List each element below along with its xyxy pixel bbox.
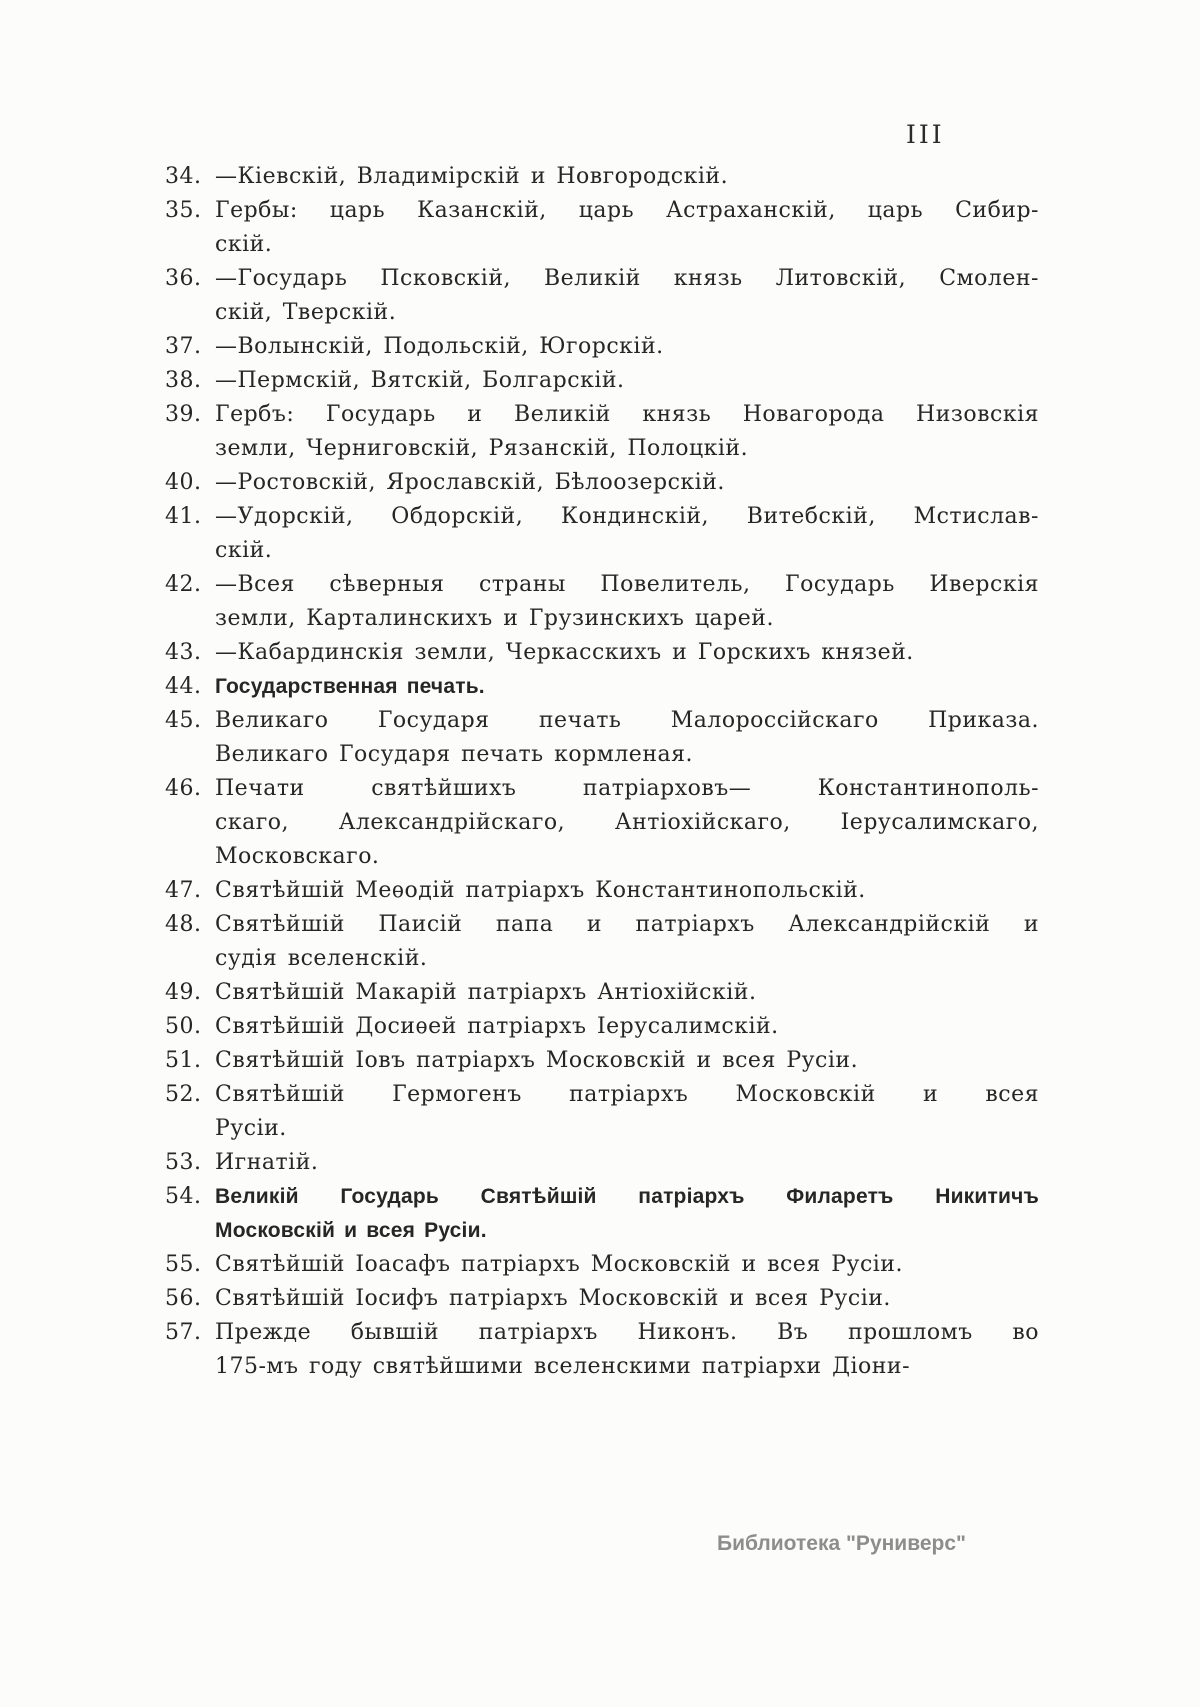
text-line: Святѣйшій Іовъ патріархъ Московскій и всея Русіи. xyxy=(215,1048,859,1073)
list-item xyxy=(165,636,1039,670)
text-line: скій. xyxy=(215,232,273,257)
list-item xyxy=(165,160,1039,194)
item-number: 50. xyxy=(165,1014,202,1039)
item-text xyxy=(215,330,1039,364)
text-line: —Всея сѣверныя страны Повелитель, Государь Иверскія xyxy=(215,572,1039,597)
item-text xyxy=(215,568,1039,636)
item-text xyxy=(215,704,1039,772)
text-line: Святѣйшій Меѳодій патріархъ Константинопольскій. xyxy=(215,878,866,903)
text-line: Великаго Государя печать кормленая. xyxy=(215,742,693,767)
list-item xyxy=(165,1316,1039,1384)
item-text xyxy=(215,466,1039,500)
item-number: 34. xyxy=(165,164,202,189)
list-item xyxy=(165,1146,1039,1180)
item-text xyxy=(215,874,1039,908)
text-line: Русіи. xyxy=(215,1116,287,1141)
text-line: Игнатій. xyxy=(215,1150,319,1175)
text-line: Прежде бывшій патріархъ Никонъ. Въ прошломъ во xyxy=(215,1320,1039,1345)
text-line: —Кіевскій, Владимірскій и Новгородскій. xyxy=(215,164,729,189)
item-number: 46. xyxy=(165,776,202,801)
item-number: 55. xyxy=(165,1252,202,1277)
text-line: Святѣйшій Іоасафъ патріархъ Московскій и всея Русіи. xyxy=(215,1252,903,1277)
text-line: Святѣйшій Гермогенъ патріархъ Московскій и всея xyxy=(215,1082,1039,1107)
item-text xyxy=(215,772,1039,874)
list-item xyxy=(165,1180,1039,1248)
text-line: —Государь Псковскій, Великій князь Литовскій, Смолен- xyxy=(215,266,1039,291)
item-text xyxy=(215,1180,1039,1248)
item-number: 57. xyxy=(165,1320,202,1345)
item-number: 49. xyxy=(165,980,202,1005)
item-text xyxy=(215,908,1039,976)
text-line: —Ростовскій, Ярославскій, Бѣлоозерскій. xyxy=(215,470,725,495)
item-number: 48. xyxy=(165,912,202,937)
list-item xyxy=(165,1078,1039,1146)
list-item xyxy=(165,500,1039,568)
list-item xyxy=(165,772,1039,874)
item-number: 45. xyxy=(165,708,202,733)
item-text xyxy=(215,670,1039,704)
item-number: 36. xyxy=(165,266,202,291)
text-line: Святѣйшій Паисій папа и патріархъ Александрійскій и xyxy=(215,912,1039,937)
item-number: 53. xyxy=(165,1150,202,1175)
item-number: 38. xyxy=(165,368,202,393)
text-line: —Кабардинскія земли, Черкасскихъ и Горскихъ князей. xyxy=(215,640,914,665)
item-number: 44. xyxy=(165,674,202,699)
text-line: скій. xyxy=(215,538,273,563)
item-number: 43. xyxy=(165,640,202,665)
item-number: 52. xyxy=(165,1082,202,1107)
item-text xyxy=(215,1044,1039,1078)
text-line: Печати святѣйшихъ патріарховъ— Константинополь- xyxy=(215,776,1039,801)
list-item xyxy=(165,568,1039,636)
list-item xyxy=(165,364,1039,398)
item-text xyxy=(215,636,1039,670)
item-number: 39. xyxy=(165,402,202,427)
item-text xyxy=(215,1282,1039,1316)
list-item xyxy=(165,1044,1039,1078)
item-text xyxy=(215,1078,1039,1146)
list-item xyxy=(165,1010,1039,1044)
library-watermark: Библиотека "Руниверс" xyxy=(716,1532,966,1555)
item-number: 56. xyxy=(165,1286,202,1311)
text-line: Святѣйшій Макарій патріархъ Антіохійскій. xyxy=(215,980,757,1005)
text-line: Московскій и всея Русіи. xyxy=(215,1219,487,1242)
item-text xyxy=(215,1010,1039,1044)
list-item xyxy=(165,398,1039,466)
item-text xyxy=(215,1146,1039,1180)
text-line: Великій Государь Святѣйшій патріархъ Филаретъ Никитичъ xyxy=(215,1185,1039,1208)
item-text xyxy=(215,398,1039,466)
list-item xyxy=(165,908,1039,976)
text-line: Гербы: царь Казанскій, царь Астраханскій, царь Сибир- xyxy=(215,198,1039,223)
list-item xyxy=(165,670,1039,704)
item-text xyxy=(215,194,1039,262)
item-number: 54. xyxy=(165,1184,202,1209)
text-line: скій, Тверскій. xyxy=(215,300,397,325)
list-item xyxy=(165,976,1039,1010)
text-line: судія вселенскій. xyxy=(215,946,428,971)
text-line: Московскаго. xyxy=(215,844,380,869)
item-number: 41. xyxy=(165,504,202,529)
list-item xyxy=(165,1282,1039,1316)
page-number: III xyxy=(906,120,945,149)
item-text xyxy=(215,1316,1039,1384)
item-text xyxy=(215,1248,1039,1282)
item-text xyxy=(215,262,1039,330)
item-number: 51. xyxy=(165,1048,202,1073)
text-line: земли, Черниговскій, Рязанскій, Полоцкій. xyxy=(215,436,749,461)
list-item xyxy=(165,194,1039,262)
text-line: Гербъ: Государь и Великій князь Новагорода Низовскія xyxy=(215,402,1039,427)
item-text xyxy=(215,976,1039,1010)
text-line: земли, Карталинскихъ и Грузинскихъ царей. xyxy=(215,606,774,631)
text-line: Великаго Государя печать Малороссійскаго Приказа. xyxy=(215,708,1039,733)
text-line: скаго, Александрійскаго, Антіохійскаго, Іерусалимскаго, xyxy=(215,810,1039,835)
text-line: Святѣйшій Досиѳей патріархъ Іерусалимскій. xyxy=(215,1014,779,1039)
list-item xyxy=(165,1248,1039,1282)
list-item xyxy=(165,874,1039,908)
numbered-list xyxy=(165,160,1039,1384)
item-number: 47. xyxy=(165,878,202,903)
list-item xyxy=(165,466,1039,500)
text-line: —Удорскій, Обдорскій, Кондинскій, Витебскій, Мстислав- xyxy=(215,504,1039,529)
item-text xyxy=(215,364,1039,398)
list-item xyxy=(165,262,1039,330)
text-line: —Пермскій, Вятскій, Болгарскій. xyxy=(215,368,625,393)
item-number: 42. xyxy=(165,572,202,597)
item-text xyxy=(215,160,1039,194)
text-line: Государственная печать. xyxy=(215,675,485,698)
item-number: 35. xyxy=(165,198,202,223)
text-line: 175-мъ году святѣйшими вселенскими патріархи Діони- xyxy=(215,1354,910,1379)
list-item xyxy=(165,330,1039,364)
item-number: 40. xyxy=(165,470,202,495)
item-number: 37. xyxy=(165,334,202,359)
list-item xyxy=(165,704,1039,772)
text-line: —Волынскій, Подольскій, Югорскій. xyxy=(215,334,664,359)
item-text xyxy=(215,500,1039,568)
text-line: Святѣйшій Іосифъ патріархъ Московскій и всея Русіи. xyxy=(215,1286,891,1311)
